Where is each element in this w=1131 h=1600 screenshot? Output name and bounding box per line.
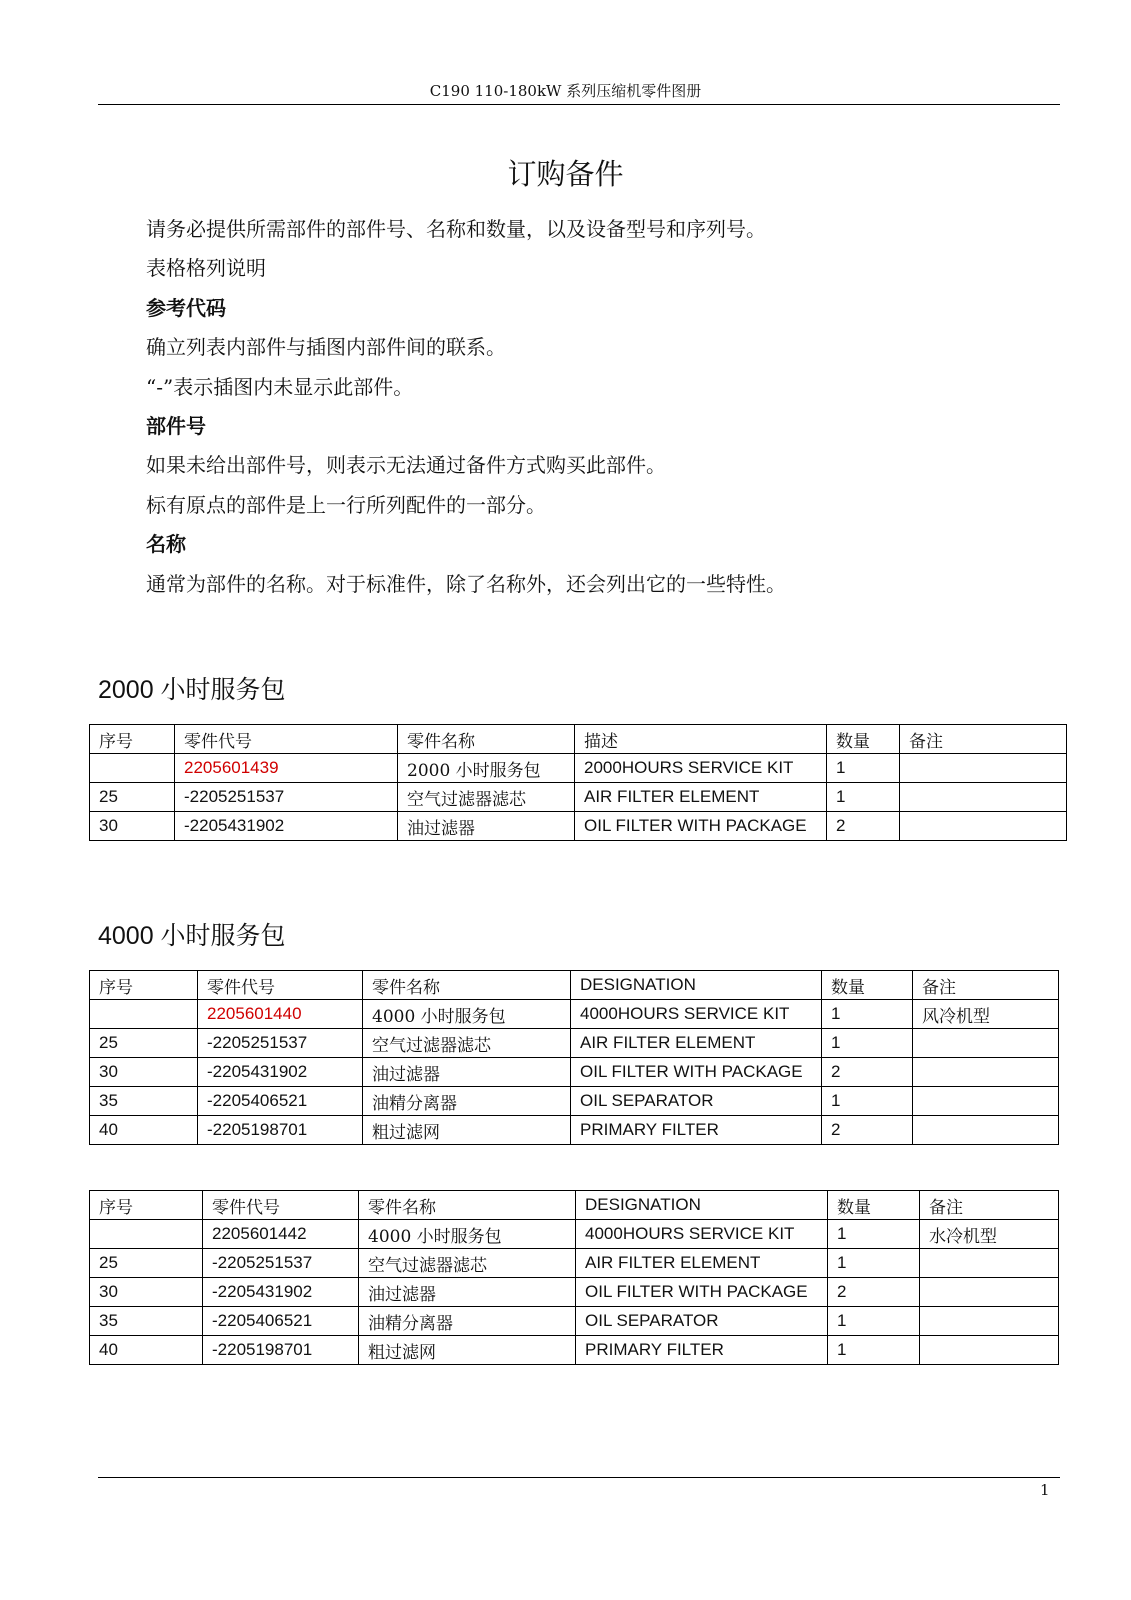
cell-part-name: 空气过滤器滤芯 <box>363 1029 571 1058</box>
cell-part-number: 2205601439 <box>175 754 398 783</box>
header-seq: 序号 <box>90 971 198 1000</box>
cell-part-number: -2205406521 <box>203 1307 359 1336</box>
cell-quantity: 2 <box>827 812 900 841</box>
cell-part-number: 2205601442 <box>203 1220 359 1249</box>
intro-paragraph: 如果未给出部件号，则表示无法通过备件方式购买此部件。 <box>146 453 666 478</box>
cell-seq <box>90 754 175 783</box>
intro-heading: 部件号 <box>146 413 206 438</box>
header-seq: 序号 <box>90 725 175 754</box>
cell-quantity: 1 <box>822 1087 913 1116</box>
header-part-number: 零件代号 <box>175 725 398 754</box>
cell-remark <box>900 812 1067 841</box>
cell-quantity: 1 <box>827 783 900 812</box>
cell-part-number: -2205406521 <box>198 1087 363 1116</box>
cell-seq: 40 <box>90 1336 203 1365</box>
table-row <box>90 1278 1059 1307</box>
table-header-row <box>90 971 1059 1000</box>
cell-quantity: 1 <box>828 1220 920 1249</box>
cell-part-name: 4000 小时服务包 <box>363 1000 571 1029</box>
parts-table-4000-water-cooled <box>89 1190 1059 1365</box>
cell-seq: 30 <box>90 1278 203 1307</box>
cell-quantity: 1 <box>827 754 900 783</box>
cell-designation: OIL FILTER WITH PACKAGE <box>575 812 827 841</box>
cell-seq: 25 <box>90 783 175 812</box>
cell-seq: 30 <box>90 1058 198 1087</box>
page-number: 1 <box>1040 1481 1050 1499</box>
table-row <box>90 1336 1059 1365</box>
cell-part-name: 油过滤器 <box>398 812 575 841</box>
cell-remark <box>920 1336 1059 1365</box>
table-row <box>90 783 1067 812</box>
intro-paragraph: 表格格列说明 <box>146 256 266 281</box>
table-row <box>90 1029 1059 1058</box>
cell-part-number: -2205251537 <box>198 1029 363 1058</box>
table-row <box>90 1087 1059 1116</box>
cell-seq <box>90 1220 203 1249</box>
table-row <box>90 1058 1059 1087</box>
document-title: 订购备件 <box>507 157 624 191</box>
cell-remark <box>920 1278 1059 1307</box>
cell-designation: OIL FILTER WITH PACKAGE <box>571 1058 822 1087</box>
header-designation: 描述 <box>575 725 827 754</box>
cell-part-name: 油过滤器 <box>359 1278 576 1307</box>
cell-part-number: -2205431902 <box>203 1278 359 1307</box>
table-row <box>90 1220 1059 1249</box>
cell-part-name: 粗过滤网 <box>359 1336 576 1365</box>
header-remark: 备注 <box>900 725 1067 754</box>
cell-part-number: -2205251537 <box>203 1249 359 1278</box>
table-row <box>90 754 1067 783</box>
header-quantity: 数量 <box>827 725 900 754</box>
section-title-4000: 4000 小时服务包 <box>98 922 286 950</box>
intro-paragraph: “-”表示插图内未显示此部件。 <box>146 374 414 399</box>
cell-seq: 35 <box>90 1307 203 1336</box>
intro-paragraph: 通常为部件的名称。对于标准件，除了名称外，还会列出它的一些特性。 <box>146 571 786 596</box>
cell-quantity: 1 <box>828 1307 920 1336</box>
cell-designation: OIL SEPARATOR <box>571 1087 822 1116</box>
table-row <box>90 1249 1059 1278</box>
header-quantity: 数量 <box>822 971 913 1000</box>
table-header-row <box>90 725 1067 754</box>
cell-remark <box>900 783 1067 812</box>
cell-part-name: 空气过滤器滤芯 <box>359 1249 576 1278</box>
cell-quantity: 1 <box>822 1000 913 1029</box>
cell-part-name: 空气过滤器滤芯 <box>398 783 575 812</box>
cell-remark <box>913 1087 1059 1116</box>
intro-heading: 参考代码 <box>146 295 226 320</box>
header-designation: DESIGNATION <box>571 971 822 1000</box>
cell-quantity: 1 <box>822 1029 913 1058</box>
cell-remark: 水冷机型 <box>920 1220 1059 1249</box>
table-row <box>90 1307 1059 1336</box>
cell-remark <box>920 1249 1059 1278</box>
cell-quantity: 2 <box>828 1278 920 1307</box>
cell-part-number: -2205251537 <box>175 783 398 812</box>
header-part-number: 零件代号 <box>198 971 363 1000</box>
cell-designation: 4000HOURS SERVICE KIT <box>571 1000 822 1029</box>
intro-text <box>146 214 1046 608</box>
cell-remark <box>913 1029 1059 1058</box>
cell-remark <box>900 754 1067 783</box>
cell-part-name: 油精分离器 <box>363 1087 571 1116</box>
cell-designation: PRIMARY FILTER <box>571 1116 822 1145</box>
footer-divider <box>98 1477 1060 1478</box>
cell-designation: AIR FILTER ELEMENT <box>576 1249 828 1278</box>
cell-seq: 30 <box>90 812 175 841</box>
cell-part-number: -2205198701 <box>203 1336 359 1365</box>
cell-part-name: 粗过滤网 <box>363 1116 571 1145</box>
cell-part-number: -2205198701 <box>198 1116 363 1145</box>
header-part-number: 零件代号 <box>203 1191 359 1220</box>
header-quantity: 数量 <box>828 1191 920 1220</box>
cell-designation: OIL SEPARATOR <box>576 1307 828 1336</box>
cell-part-name: 油精分离器 <box>359 1307 576 1336</box>
header-designation: DESIGNATION <box>576 1191 828 1220</box>
header-part-name: 零件名称 <box>359 1191 576 1220</box>
header-remark: 备注 <box>920 1191 1059 1220</box>
cell-quantity: 1 <box>828 1336 920 1365</box>
section-title-2000: 2000 小时服务包 <box>98 676 286 704</box>
cell-designation: OIL FILTER WITH PACKAGE <box>576 1278 828 1307</box>
table-row <box>90 812 1067 841</box>
header-seq: 序号 <box>90 1191 203 1220</box>
cell-part-number: -2205431902 <box>175 812 398 841</box>
parts-table-2000 <box>89 724 1067 841</box>
header-part-name: 零件名称 <box>363 971 571 1000</box>
cell-part-name: 2000 小时服务包 <box>398 754 575 783</box>
header-remark: 备注 <box>913 971 1059 1000</box>
header-part-name: 零件名称 <box>398 725 575 754</box>
cell-designation: 2000HOURS SERVICE KIT <box>575 754 827 783</box>
cell-designation: AIR FILTER ELEMENT <box>571 1029 822 1058</box>
cell-part-number: 2205601440 <box>198 1000 363 1029</box>
table-row <box>90 1000 1059 1029</box>
intro-paragraph: 确立列表内部件与插图内部件间的联系。 <box>146 335 506 360</box>
cell-part-number: -2205431902 <box>198 1058 363 1087</box>
cell-quantity: 2 <box>822 1058 913 1087</box>
cell-designation: PRIMARY FILTER <box>576 1336 828 1365</box>
cell-designation: 4000HOURS SERVICE KIT <box>576 1220 828 1249</box>
cell-seq: 25 <box>90 1249 203 1278</box>
cell-remark <box>913 1116 1059 1145</box>
page-header: C190 110-180kW 系列压缩机零件图册 <box>429 82 702 100</box>
intro-paragraph: 标有原点的部件是上一行所列配件的一部分。 <box>146 492 546 517</box>
intro-heading: 名称 <box>146 532 186 557</box>
table-header-row <box>90 1191 1059 1220</box>
cell-remark <box>913 1058 1059 1087</box>
table-row <box>90 1116 1059 1145</box>
cell-seq: 35 <box>90 1087 198 1116</box>
cell-seq <box>90 1000 198 1029</box>
cell-seq: 40 <box>90 1116 198 1145</box>
cell-quantity: 2 <box>822 1116 913 1145</box>
cell-seq: 25 <box>90 1029 198 1058</box>
parts-table-4000-air-cooled <box>89 970 1059 1145</box>
cell-remark <box>920 1307 1059 1336</box>
cell-designation: AIR FILTER ELEMENT <box>575 783 827 812</box>
cell-quantity: 1 <box>828 1249 920 1278</box>
header-divider <box>98 104 1060 105</box>
cell-part-name: 4000 小时服务包 <box>359 1220 576 1249</box>
cell-part-name: 油过滤器 <box>363 1058 571 1087</box>
cell-remark: 风冷机型 <box>913 1000 1059 1029</box>
intro-paragraph: 请务必提供所需部件的部件号、名称和数量，以及设备型号和序列号。 <box>146 217 766 241</box>
